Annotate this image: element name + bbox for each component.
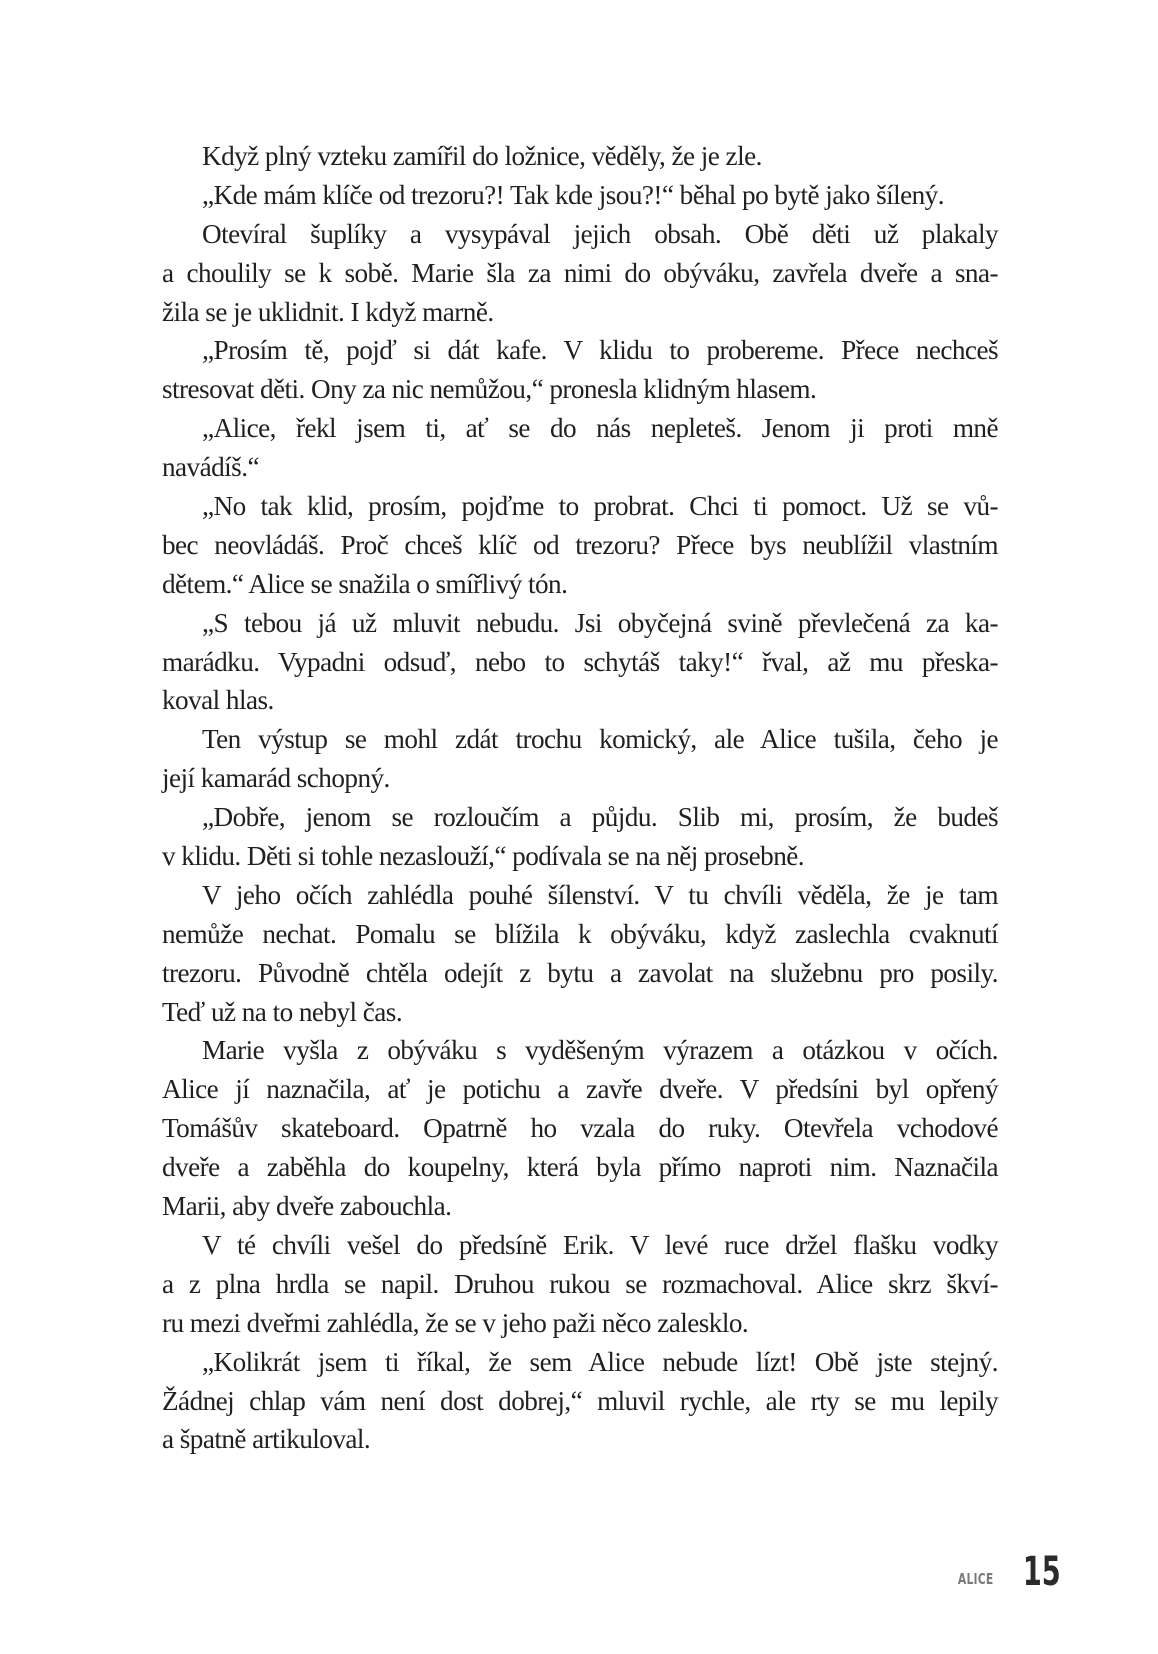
text-line: nemůže nechat. Pomalu se blížila k obýváku, když zaslechla cvaknutí <box>162 918 998 949</box>
text-line: její kamarád schopný. <box>162 763 390 794</box>
text-line: navádíš.“ <box>162 452 259 483</box>
paragraph-first-line: „Dobře, jenom se rozloučím a půjdu. Slib mi, prosím, že budeš <box>202 802 998 833</box>
running-head: ALICE <box>957 1570 994 1588</box>
text-line: koval hlas. <box>162 685 274 716</box>
paragraph-first-line: „Kde mám klíče od trezoru?! Tak kde jsou?!“ běhal po bytě jako šílený. <box>202 179 944 210</box>
paragraph-first-line: Marie vyšla z obýváku s vyděšeným výrazem a otázkou v očích. <box>202 1035 998 1066</box>
text-line: bec neovládáš. Proč chceš klíč od trezoru? Přece bys neublížil vlastním <box>162 529 998 560</box>
text-line: a špatně artikuloval. <box>162 1424 371 1455</box>
text-line: Alice jí naznačila, ať je potichu a zavře dveře. V předsíni byl opřený <box>162 1074 998 1105</box>
text-line: a z plna hrdla se napil. Druhou rukou se rozmachoval. Alice skrz škví- <box>162 1268 998 1299</box>
text-line: ru mezi dveřmi zahlédla, že se v jeho paži něco zalesklo. <box>162 1307 749 1338</box>
paragraph-first-line: „No tak klid, prosím, pojďme to probrat. Chci ti pomoct. Už se vů- <box>202 491 998 522</box>
page-body-text <box>162 137 998 1459</box>
text-line: v klidu. Děti si tohle nezaslouží,“ podívala se na něj prosebně. <box>162 841 805 872</box>
text-line: marádku. Vypadni odsuď, nebo to schytáš taky!“ řval, až mu přeska- <box>162 646 998 677</box>
page-footer <box>944 1548 1061 1595</box>
page-number: 15 <box>1023 1549 1061 1595</box>
text-line: dveře a zaběhla do koupelny, která byla přímo naproti nim. Naznačila <box>162 1152 998 1183</box>
paragraph-first-line: V té chvíli vešel do předsíně Erik. V levé ruce držel flašku vodky <box>202 1229 998 1260</box>
paragraph-first-line: „Kolikrát jsem ti říkal, že sem Alice nebude lízt! Obě jste stejný. <box>202 1346 998 1377</box>
text-line: dětem.“ Alice se snažila o smířlivý tón. <box>162 568 568 599</box>
text-line: stresovat děti. Ony za nic nemůžou,“ pronesla klidným hlasem. <box>162 374 817 405</box>
text-line: Marii, aby dveře zabouchla. <box>162 1191 452 1222</box>
text-line: trezoru. Původně chtěla odejít z bytu a zavolat na služebnu pro posily. <box>162 957 998 988</box>
paragraph-first-line: V jeho očích zahlédla pouhé šílenství. V tu chvíli věděla, že je tam <box>202 879 998 910</box>
text-line: Žádnej chlap vám není dost dobrej,“ mluvil rychle, ale rty se mu lepily <box>162 1385 998 1416</box>
text-line: Teď už na to nebyl čas. <box>162 996 403 1027</box>
paragraph-first-line: Otevíral šuplíky a vysypával jejich obsah. Obě děti už plakaly <box>202 218 998 249</box>
text-line: a choulily se k sobě. Marie šla za nimi do obýváku, zavřela dveře a sna- <box>162 257 998 288</box>
paragraph-first-line: „S tebou já už mluvit nebudu. Jsi obyčejná svině převlečená za ka- <box>202 607 998 638</box>
paragraph-first-line: „Prosím tě, pojď si dát kafe. V klidu to probereme. Přece nechceš <box>202 335 998 366</box>
text-line: žila se je uklidnit. I když marně. <box>162 296 494 327</box>
paragraph-first-line: Ten výstup se mohl zdát trochu komický, ale Alice tušila, čeho je <box>202 724 998 755</box>
text-line: Tomášův skateboard. Opatrně ho vzala do ruky. Otevřela vchodové <box>162 1113 998 1144</box>
paragraph-first-line: „Alice, řekl jsem ti, ať se do nás nepleteš. Jenom ji proti mně <box>202 413 998 444</box>
paragraph-first-line: Když plný vzteku zamířil do ložnice, věděly, že je zle. <box>202 141 762 171</box>
